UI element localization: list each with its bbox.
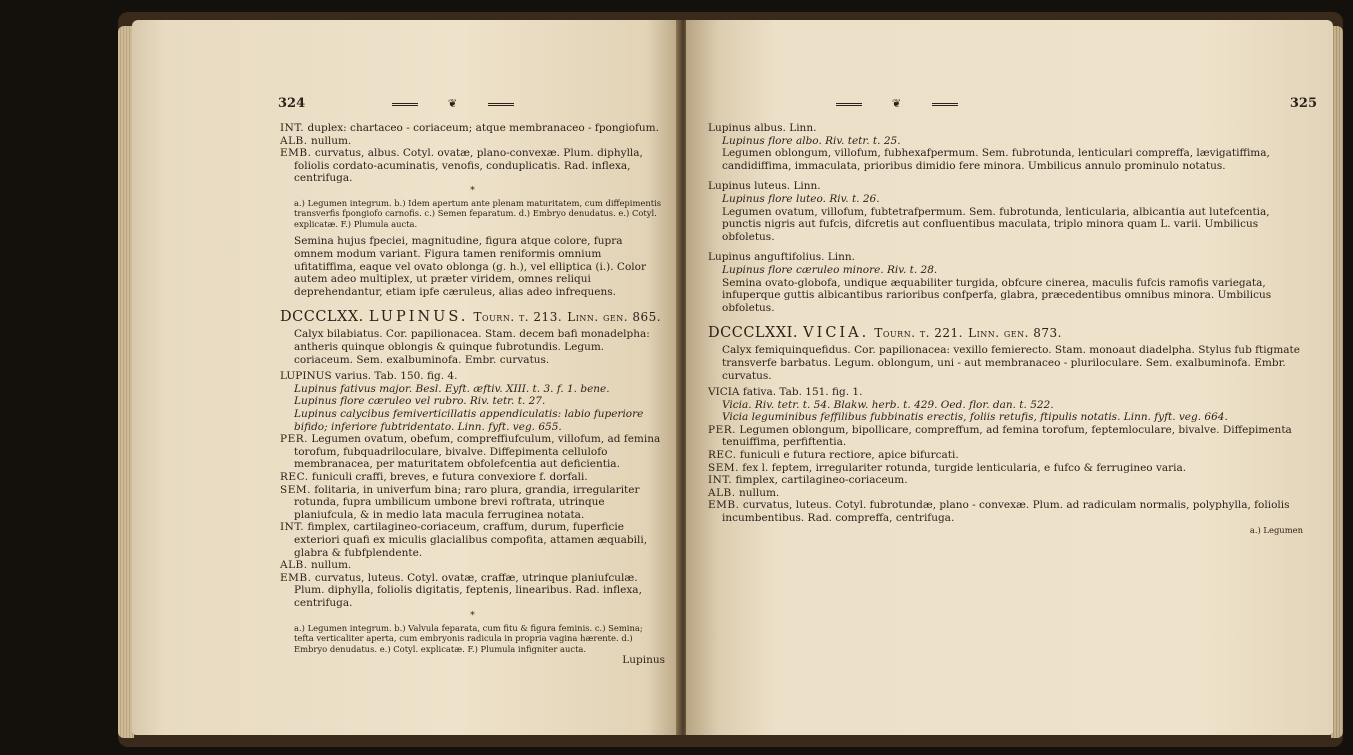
line-per-2: PER. Legumen ovatum, obefum, compreffiufculum, villofum, ad femina torofum, fubquadriloculare, bivalve. Diffepimenta cellulofo membranacea, per maturitatem obfolefcentia aut deficientia. bbox=[280, 433, 661, 471]
line-emb-1: EMB. curvatus, albus. Cotyl. ovatæ, plano-convexæ. Plum. diphylla, foliolis cordato-acuminatis, venofis, conduplicatis. Rad. inflexa, centrifuga. bbox=[280, 147, 643, 185]
synonym-vicia-1: Vicia. Riv. tetr. t. 54. Blakw. herb. t. 429. Oed. flor. dan. t. 522. bbox=[722, 398, 1054, 411]
species-lupinus-angustifolius: Lupinus anguftifolius. Linn. bbox=[708, 251, 855, 264]
right-text-block bbox=[708, 122, 1303, 535]
footnote-star-1: * bbox=[470, 185, 475, 196]
genus-description-vicia: Calyx femiquinquefidus. Cor. papilionacea: vexillo femierecto. Stam. monoaut diadelpha. Stylus fub ftigmate transverfe barbatus. Legum. oblongum, uni - aut membranaceo - pluriloculare. Sem. exalbuminofa. Embr. curvatus. bbox=[722, 344, 1300, 382]
right-page bbox=[686, 20, 1333, 735]
left-text-block bbox=[280, 122, 665, 667]
line-int-1: INT. duplex: chartaceo - coriaceum; atque membranaceo - fpongiofum. bbox=[280, 122, 659, 134]
synonym-3: Lupinus calycibus femiverticillatis appendiculatis: labio fuperiore bifido; inferiore fubtridentato. Linn. fyft. veg. 655. bbox=[294, 408, 644, 433]
synonym-angustifolius: Lupinus flore cæruleo minore. Riv. t. 28. bbox=[722, 263, 938, 276]
line-int-2: INT. fimplex, cartilagineo-coriaceum, craffum, durum, fuperficie exteriori quafi ex miculis glacialibus compofita, attamen æquabili, glabra & fubfplendente. bbox=[280, 521, 648, 559]
synonym-vicia-2: Vicia leguminibus feffilibus fubbinatis erectis, foliis retufis, ftipulis notatis. Linn. fyft. veg. 664. bbox=[722, 411, 1228, 424]
species-lupinus-albus: Lupinus albus. Linn. bbox=[708, 122, 817, 134]
line-alb-2: ALB. nullum. bbox=[280, 559, 352, 572]
line-per-vicia: PER. Legumen oblongum, bipollicare, compreffum, ad femina torofum, feptemloculare, bivalve. Diffepimenta tenuiffima, perfiftentia. bbox=[708, 423, 1292, 449]
page-number-right: 325 bbox=[1289, 96, 1317, 111]
line-sem-vicia: SEM. fex l. feptem, irregulariter rotunda, turgide lenticularia, e fufco & ferrugineo varia. bbox=[708, 461, 1187, 474]
line-rec-2: REC. funiculi craffi, breves, e futura convexiore f. dorfali. bbox=[280, 470, 588, 483]
line-emb-vicia: EMB. curvatus, luteus. Cotyl. fubrotundæ, plano - convexæ. Plum. ad radiculam normalis, polyphylla, foliolis incumbentibus. Rad. compreffa, centrifuga. bbox=[708, 499, 1290, 525]
genus-heading-vicia: DCCCLXXI. VICIA. Tourn. t. 221. Linn. gen. 873. bbox=[708, 325, 1062, 342]
genus-description-lupinus: Calyx bilabiatus. Cor. papilionacea. Stam. decem bafi monadelpha: antheris quinque oblongis & quinque fubrotundis. Legum. coriaceum. Sem. exalbuminofa. Embr. curvatus. bbox=[294, 328, 650, 366]
synonym-luteus: Lupinus flore luteo. Riv. t. 26. bbox=[722, 192, 880, 205]
description-albus: Legumen oblongum, villofum, fubhexafpermum. Sem. fubrotunda, lenticulari compreffa, lævigatiffima, candidiffima, immaculata, prioribus dimidio fere minora. Umbilicus annulo prominulo notatus. bbox=[722, 147, 1270, 172]
figure-note-2: a.) Legumen integrum. b.) Valvula feparata, cum fitu & figura feminis. c.) Semina; tefta verticaliter aperta, cum embryonis radicula in propria vagina hærente. d.) Embryo denudatus. e.) Cotyl. explicatæ. F.) Plumula infigniter aucta. bbox=[294, 622, 643, 654]
species-lupinus-varius: LUPINUS varius. Tab. 150. fig. 4. bbox=[280, 370, 458, 383]
seed-variation-paragraph: Semina hujus fpeciei, magnitudine, figura atque colore, fupra omnem modum variant. Figura tamen reniformis omnium ufitatiffima, eaque vel ovato oblonga (g. h.), vel elliptica (i.). Color autem adeo multiplex, ut præter viridem, omnes reliqui deprehendantur, etiam ipfe cæruleus, alias adeo infrequens. bbox=[294, 235, 646, 298]
left-page bbox=[132, 20, 680, 735]
synonym-1: Lupinus fativus major. Besl. Eyft. æftiv. XIII. t. 3. f. 1. bene. bbox=[294, 382, 610, 395]
description-luteus: Legumen ovatum, villofum, fubtetrafpermum. Sem. fubrotunda, lenticularia, albicantia aut lutefcentia, punctis nigris aut fufcis, difcretis aut confluentibus maculata, triplo minora quam L. varii. Umbilicus obfoletus. bbox=[722, 205, 1270, 243]
figure-note-1: a.) Legumen integrum. b.) Idem apertum ante plenam maturitatem, cum diffepimentis transverfis fpongiofo carnofis. c.) Semen feparatum. d.) Embryo denudatus. e.) Cotyl. explicatæ. F.) Plumula aucta. bbox=[294, 197, 662, 229]
catchword-left: Lupinus bbox=[622, 654, 665, 666]
description-angustifolius: Semina ovato-globofa, undique æquabiliter turgida, obfcure cinerea, maculis fufcis ramofis variegata, infuperque guttis albicantibus rarioribus confperfa, glabra, præcedentibus omnibus minora. Umbilicus obfoletus. bbox=[722, 276, 1272, 314]
synonym-2: Lupinus flore cæruleo vel rubro. Riv. tetr. t. 27. bbox=[294, 395, 546, 408]
line-emb-2: EMB. curvatus, luteus. Cotyl. ovatæ, craffæ, utrinque planiufculæ. Plum. diphylla, foliolis digitatis, feptenis, linearibus. Rad. inflexa, centrifuga. bbox=[280, 571, 642, 609]
species-lupinus-luteus: Lupinus luteus. Linn. bbox=[708, 180, 821, 193]
line-sem-2: SEM. folitaria, in univerfum bina; raro plura, grandia, irregulariter rotunda, fupra umbilicum umbone brevi roftrata, utrinque planiufcula, & in medio lata macula ferruginea notata. bbox=[280, 483, 640, 521]
line-alb-vicia: ALB. nullum. bbox=[708, 486, 780, 499]
header-ornament-right: ❦ bbox=[862, 96, 932, 112]
line-alb-1: ALB. nullum. bbox=[280, 134, 352, 147]
page-number-left: 324 bbox=[278, 96, 306, 111]
genus-heading-lupinus: DCCCLXX. LUPINUS. Tourn. t. 213. Linn. gen. 865. bbox=[280, 309, 662, 326]
synonym-albus: Lupinus flore albo. Riv. tetr. t. 25. bbox=[722, 134, 901, 147]
header-ornament-left: ❦ bbox=[418, 96, 488, 112]
line-rec-vicia: REC. funiculi e futura rectiore, apice bifurcati. bbox=[708, 449, 959, 462]
line-int-vicia: INT. fimplex, cartilagineo-coriaceum. bbox=[708, 474, 908, 487]
species-vicia-sativa: VICIA fativa. Tab. 151. fig. 1. bbox=[708, 386, 863, 399]
catchword-right: a.) Legumen bbox=[1249, 524, 1303, 535]
footnote-star-2: * bbox=[470, 610, 475, 621]
